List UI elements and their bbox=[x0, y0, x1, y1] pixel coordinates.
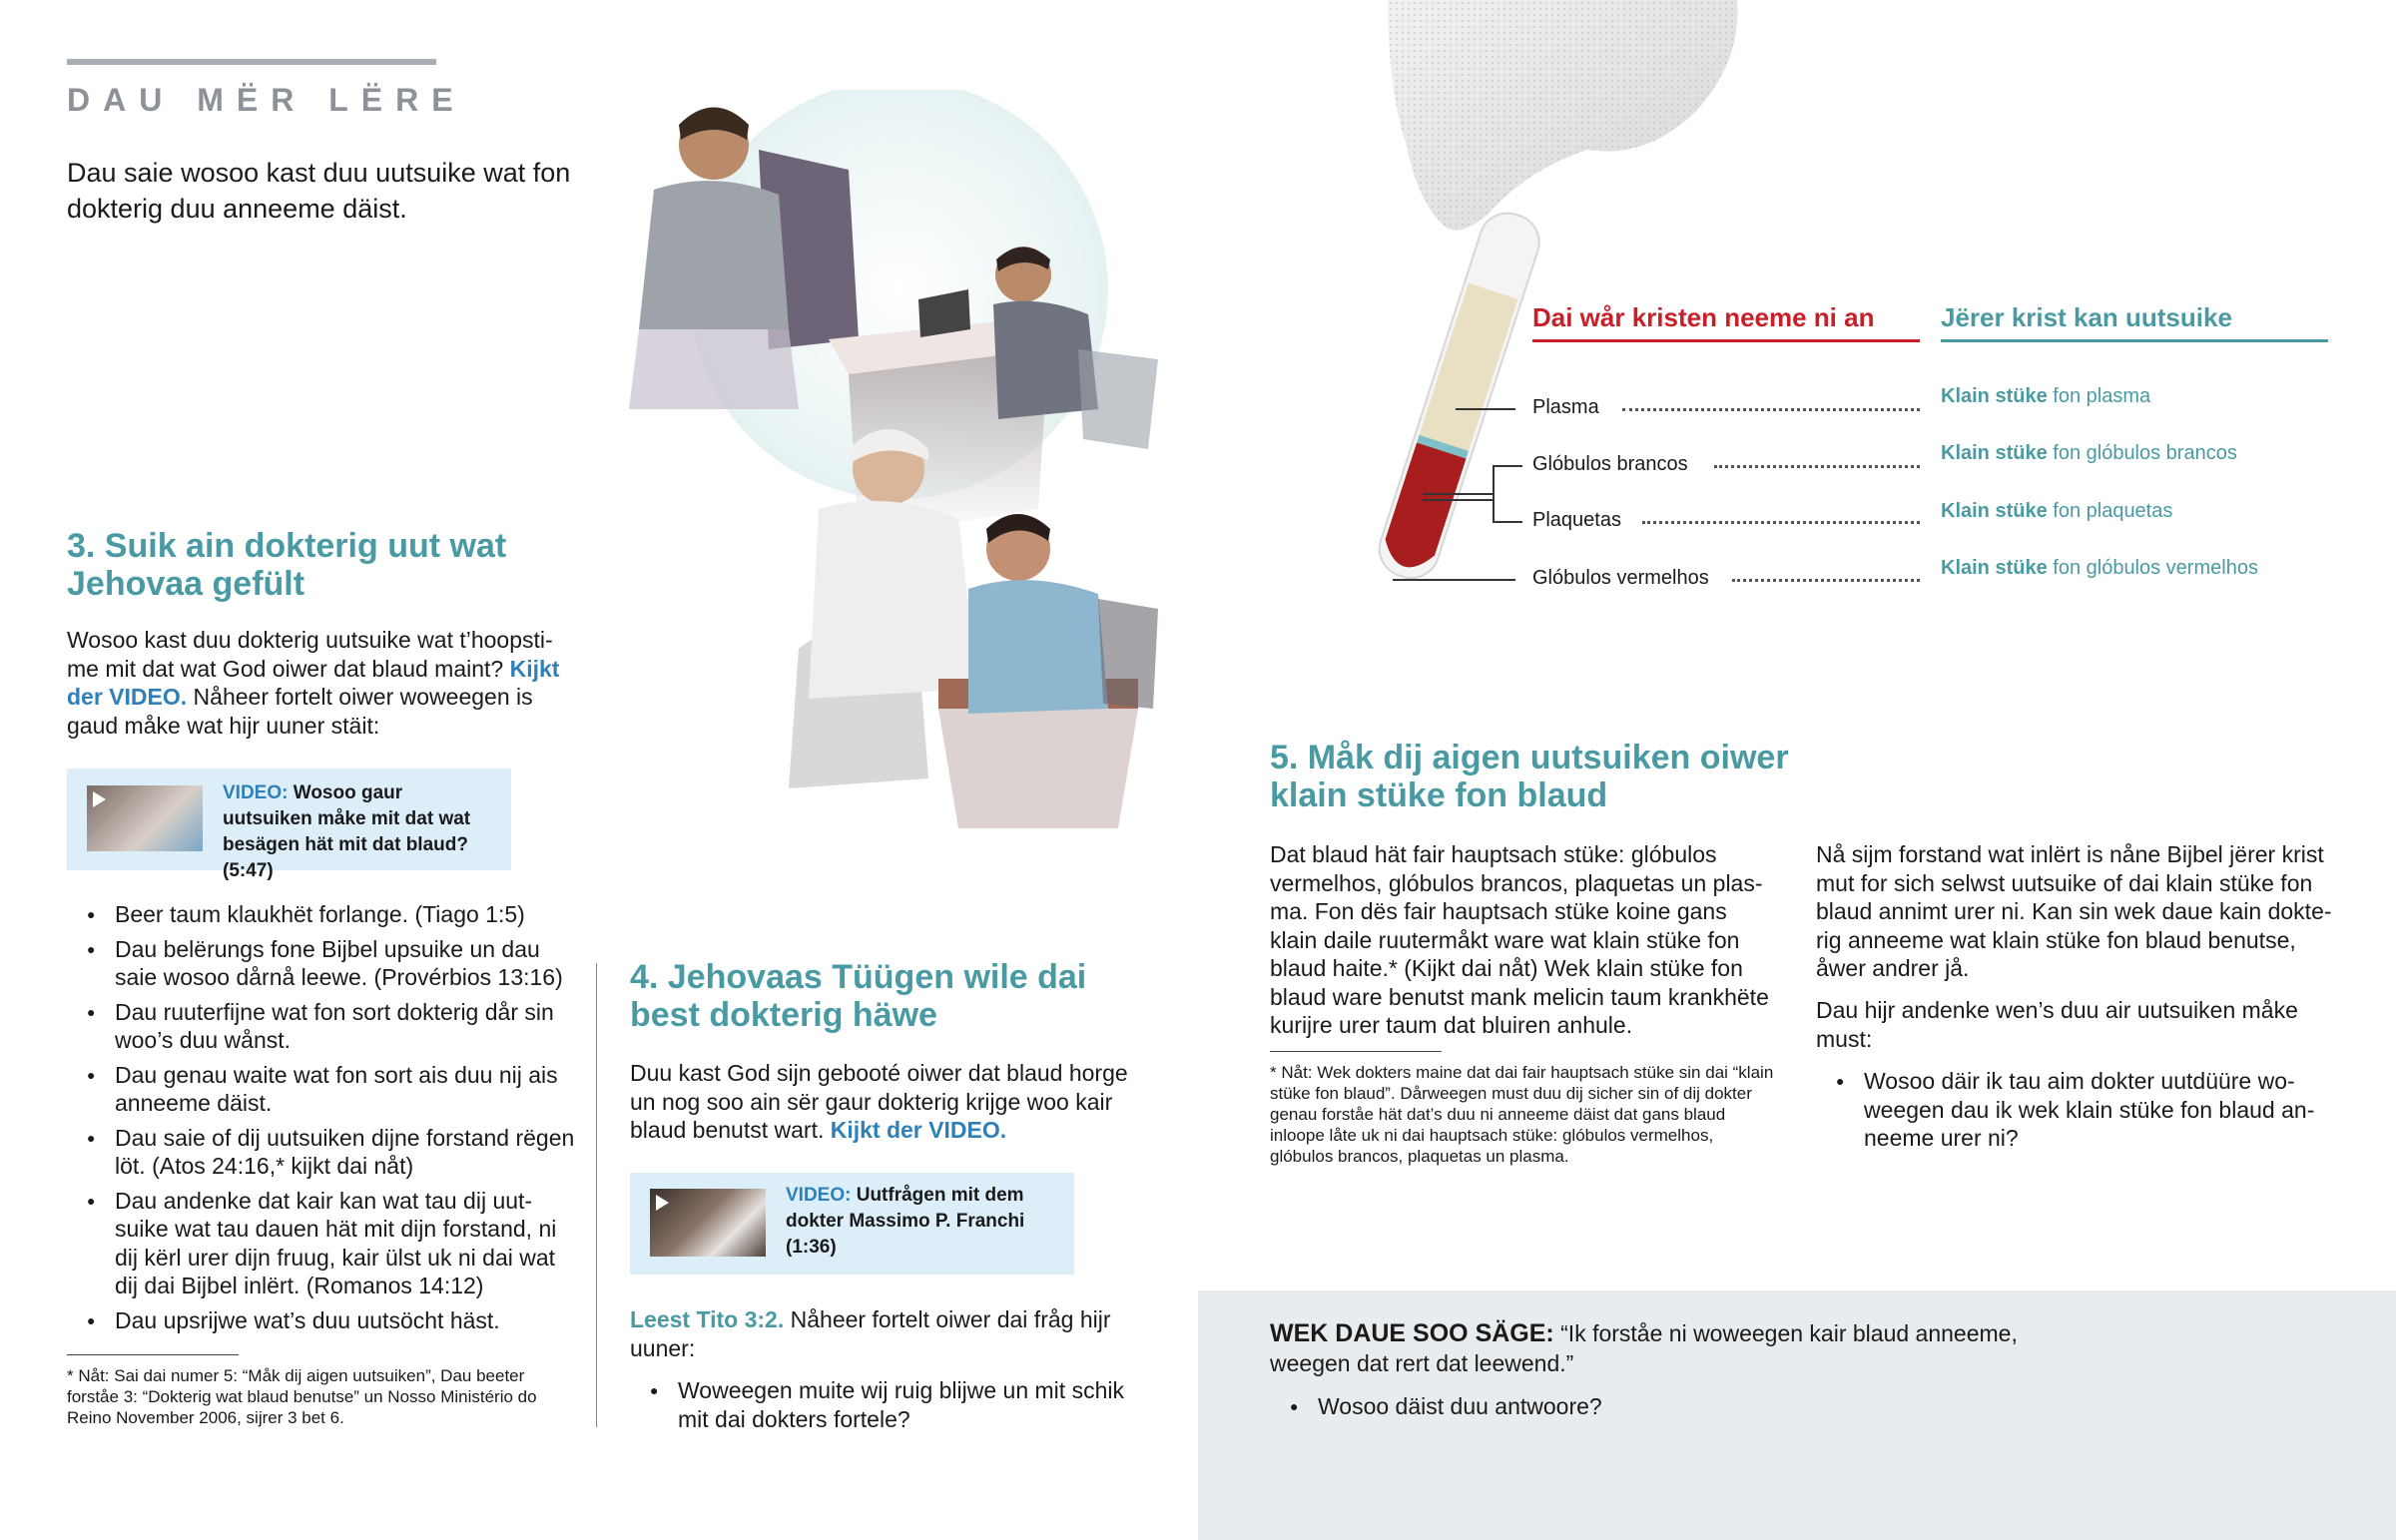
footnote-rule bbox=[1270, 1051, 1442, 1052]
say-list bbox=[1270, 1392, 1969, 1427]
fraction-bold: Klain stüke bbox=[1941, 557, 2048, 579]
connector-line bbox=[1493, 465, 1495, 522]
say-quote: “Ik forståe ni woweegen kair blaud anneeme, weegen dat rert dat leewend.” bbox=[1270, 1320, 2018, 1376]
component-label: Plaquetas bbox=[1532, 509, 1631, 532]
video-caption bbox=[223, 780, 497, 884]
section-rule bbox=[67, 59, 436, 65]
section-4-heading: 4. Jehovaas Tüügen wile dai best dokterig häwe bbox=[630, 958, 1087, 1034]
video-title: Wosoo gaur uutsuiken måke mit dat wat besägen hät mit dat blaud? (5:47) bbox=[223, 782, 471, 881]
fraction-text: fon plaquetas bbox=[2053, 500, 2173, 522]
video-box-2[interactable] bbox=[630, 1173, 1074, 1275]
blood-row-plasma bbox=[1532, 396, 1920, 424]
video-label: VIDEO: bbox=[223, 782, 289, 803]
dot-leader bbox=[1642, 521, 1920, 524]
intro-text: Dau saie wosoo kast duu uutsuike wat fon dokterig duu anneeme däist. bbox=[67, 158, 571, 224]
fraction-bold: Klain stüke bbox=[1941, 442, 2048, 464]
connector-line bbox=[1493, 465, 1522, 467]
fraction-plasma bbox=[1941, 385, 2150, 408]
video-thumbnail[interactable] bbox=[87, 785, 203, 851]
section-4-paragraph bbox=[630, 1059, 1129, 1145]
list-item: ● Beer taum klaukhët forlange. (Tiago 1:5) bbox=[67, 900, 576, 929]
list-item: ● Wosoo däist duu antwoore? bbox=[1270, 1392, 1969, 1421]
footnote-rule bbox=[67, 1354, 239, 1355]
fraction-bold: Klain stüke bbox=[1941, 500, 2048, 522]
section-3-text-after: Nåheer fortelt oiwer woweegen is gaud måke wat hijr uuner stäit: bbox=[67, 684, 533, 739]
list-item: ● Dau upsrijwe wat’s duu uutsöcht häst. bbox=[67, 1306, 576, 1335]
blood-left-underline bbox=[1532, 339, 1920, 342]
list-item: ● Dau andenke dat kair kan wat tau dij uutsuike wat tau dauen hät mit dijn forstand, ni dij kërl urer dijn fruug, kair ülst uk ni dai wat dij dai Bijbel inlërt. (Romanos 14:12) bbox=[67, 1187, 576, 1300]
list-item: ● Woweegen muite wij ruig blijwe un mit schik mit dai dokters fortele? bbox=[630, 1376, 1129, 1433]
dot-leader bbox=[1622, 408, 1920, 411]
fraction-bold: Klain stüke bbox=[1941, 385, 2048, 407]
fraction-platelets bbox=[1941, 500, 2172, 523]
illustration-consultation bbox=[599, 90, 1178, 848]
section-3-list bbox=[67, 900, 576, 1340]
section-5-heading: 5. Måk dij aigen uutsuiken oiwer klain stüke fon blaud bbox=[1270, 739, 1789, 814]
blood-row-red bbox=[1532, 567, 1920, 595]
section-3-text: Wosoo kast duu dokterig uutsuike wat t’hoopstime mit dat wat God oiwer dat blaud maint? bbox=[67, 627, 553, 682]
video-box-1[interactable] bbox=[67, 769, 511, 881]
blood-right-header: Jërer krist kan uutsuike bbox=[1941, 302, 2232, 332]
section-4-list bbox=[630, 1376, 1129, 1439]
section-4-text: Duu kast God sijn gebooté oiwer dat blaud horge un nog soo ain sër gaur dokterig krijge woo kair blaud benutst wart. bbox=[630, 1060, 1128, 1143]
fraction-text: fon glóbulos brancos bbox=[2053, 442, 2237, 464]
component-label: Plasma bbox=[1532, 396, 1609, 419]
section-4-read-text: Nåheer fortelt oiwer dai fråg hijr uuner: bbox=[630, 1306, 1111, 1361]
watch-video-link-2[interactable]: Kijkt der VIDEO. bbox=[830, 1117, 1007, 1143]
list-item: ● Dau genau waite wat fon sort ais duu nij ais anneeme däist. bbox=[67, 1061, 576, 1118]
column-divider bbox=[596, 963, 597, 1427]
fraction-text: fon glóbulos vermelhos bbox=[2053, 557, 2258, 579]
connector-line bbox=[1423, 499, 1493, 501]
play-icon bbox=[93, 791, 106, 807]
section-5-col2-p2: Dau hijr andenke wen’s duu air uutsuiken måke must: bbox=[1816, 997, 2298, 1052]
section-3-heading: 3. Suik ain dokterig uut wat Jehovaa gefült bbox=[67, 527, 507, 603]
list-item: ● Wosoo däir ik tau aim dokter uutdüüre woweegen dau ik wek klain stüke fon blaud anneeme urer ni? bbox=[1816, 1067, 2335, 1153]
video-caption bbox=[786, 1183, 1055, 1261]
video-title: Uutfrågen mit dem dokter Massimo P. Franchi (1:36) bbox=[786, 1185, 1025, 1258]
section-5-list bbox=[1816, 1067, 2335, 1159]
play-icon bbox=[656, 1195, 669, 1211]
fraction-white bbox=[1941, 442, 2237, 465]
section-title: DAU MËR LËRE bbox=[67, 82, 466, 118]
video-thumbnail[interactable] bbox=[650, 1189, 766, 1257]
say-label: WEK DAUE SOO SÄGE: bbox=[1270, 1319, 1554, 1347]
component-label: Glóbulos vermelhos bbox=[1532, 567, 1719, 590]
section-3-footnote: * Nåt: Sai dai numer 5: “Måk dij aigen uutsuiken”, Dau beeter forståe 3: “Dokterig wat blaud benutse” un Nosso Ministério do Reino November 2006, sijrer 3 bet 6. bbox=[67, 1366, 537, 1427]
blood-row-white bbox=[1532, 453, 1920, 481]
fraction-text: fon plasma bbox=[2053, 385, 2151, 407]
video-label: VIDEO: bbox=[786, 1185, 852, 1206]
component-label: Glóbulos brancos bbox=[1532, 453, 1698, 476]
fraction-red bbox=[1941, 557, 2258, 580]
connector-line bbox=[1393, 579, 1515, 581]
blood-left-header: Dai wår kristen neeme ni an bbox=[1532, 302, 1875, 332]
blood-right-underline bbox=[1941, 339, 2328, 342]
connector-line bbox=[1423, 493, 1493, 495]
list-item: ● Dau belërungs fone Bijbel upsuike un dau saie wosoo dårnå leewe. (Provérbios 13:16) bbox=[67, 935, 576, 992]
section-5-col2-p1: Nå sijm forstand wat inlërt is nåne Bijbel jërer krist mut for sich selwst uutsuike of dai klain stüke fon blaud annimt urer ni. Kan sin wek daue kain dokterig anneeme wat klain stüke fon blaud benutse, åwer andrer jå. bbox=[1816, 841, 2332, 981]
scripture-link[interactable]: Leest Tito 3:2. bbox=[630, 1306, 785, 1332]
dot-leader bbox=[1714, 465, 1920, 468]
section-4-read bbox=[630, 1305, 1129, 1362]
list-item: ● Dau ruuterfijne wat fon sort dokterig dår sin woo’s duu wånst. bbox=[67, 998, 576, 1055]
section-5-footnote: * Nåt: Wek dokters maine dat dai fair hauptsach stüke sin dai “klain stüke fon blaud”. Dårweegen must duu dij sicher sin of dij dokter genau forståe hät dat’s duu ni anneeme däist dat gans blaud inloope låte uk ni dai hauptsach stüke: glóbulos vermelhos, glóbulos brancos, plaquetas un plasma. bbox=[1270, 1063, 1774, 1166]
section-3-paragraph bbox=[67, 626, 566, 740]
connector-line bbox=[1493, 521, 1522, 523]
section-5-col1: Dat blaud hät fair hauptsach stüke: glóbulos vermelhos, glóbulos brancos, plaquetas un plasma. Fon dës fair hauptsach stüke koine gans klain daile ruutermåkt ware wat klain stüke fon blaud haite.* (Kijkt dai nåt) Wek klain stüke fon blaud ware benutst mank melicin taum krankhëte kurijre urer taum dat bluiren anhule. bbox=[1270, 841, 1769, 1038]
blood-row-platelets bbox=[1532, 509, 1920, 537]
say-text bbox=[1270, 1318, 2069, 1378]
dot-leader bbox=[1732, 579, 1920, 582]
list-item: ● Dau saie of dij uutsuiken dijne forstand rëgen löt. (Atos 24:16,* kijkt dai nåt) bbox=[67, 1124, 576, 1181]
connector-line bbox=[1456, 408, 1515, 410]
watch-video-link[interactable]: Kijkt der VIDEO. bbox=[67, 655, 560, 710]
